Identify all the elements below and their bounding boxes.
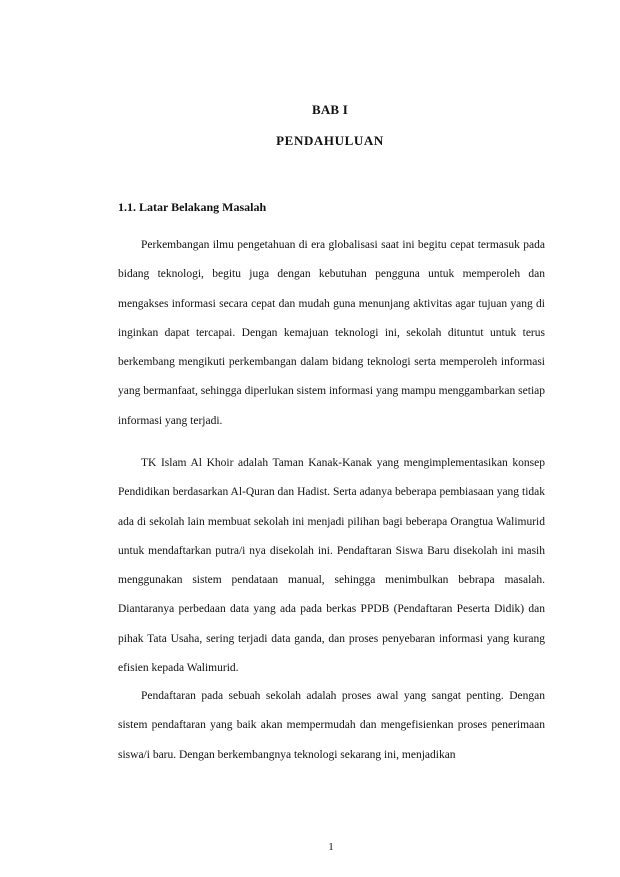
section-heading: 1.1. Latar Belakang Masalah bbox=[118, 200, 267, 214]
page-number: 1 bbox=[328, 841, 334, 853]
paragraph-container bbox=[118, 231, 545, 444]
chapter-title: PENDAHULUAN bbox=[276, 133, 384, 148]
paragraph: Pendaftaran pada sebuah sekolah adalah proses awal yang sangat penting. Dengan sistem pendaftaran yang baik akan mempermudah dan mengefisienkan proses penerimaan siswa/i baru. Dengan berkembangnya teknologi sekarang ini, menjadikan bbox=[118, 690, 545, 761]
paragraph-container bbox=[118, 682, 545, 778]
chapter-number: BAB I bbox=[311, 102, 349, 117]
paragraph: TK Islam Al Khoir adalah Taman Kanak-Kanak yang mengimplementasikan konsep Pendidikan berdasarkan Al-Quran dan Hadist. Serta adanya beberapa pembiasaan yang tidak ada di sekolah lain membuat sekolah ini menjadi pilihan bagi beberapa Orangtua Walimurid untuk mendaftarkan putra/i nya disekolah ini. Pendaftaran Siswa Baru disekolah ini masih menggunakan sistem pendataan manual, sehingga menimbulkan bebrapa masalah. Diantaranya perbedaan data yang ada pada berkas PPDB (Pendaftaran Peserta Didik) dan pihak Tata Usaha, sering terjadi data ganda, dan proses penyebaran informasi yang kurang efisien kepada Walimurid. bbox=[118, 457, 545, 675]
paragraph-container bbox=[118, 449, 545, 691]
paragraph: Perkembangan ilmu pengetahuan di era globalisasi saat ini begitu cepat termasuk pada bidang teknologi, begitu juga dengan kebutuhan pengguna untuk memperoleh dan mengakses informasi secara cepat dan mudah guna menunjang aktivitas agar tujuan yang di inginkan dapat tercapai. Dengan kemajuan teknologi ini, sekolah dituntut untuk terus berkembang mengikuti perkembangan dalam bidang teknologi serta memperoleh informasi yang bermanfaat, sehingga diperlukan sistem informasi yang mampu menggambarkan setiap informasi yang terjadi. bbox=[118, 239, 545, 427]
